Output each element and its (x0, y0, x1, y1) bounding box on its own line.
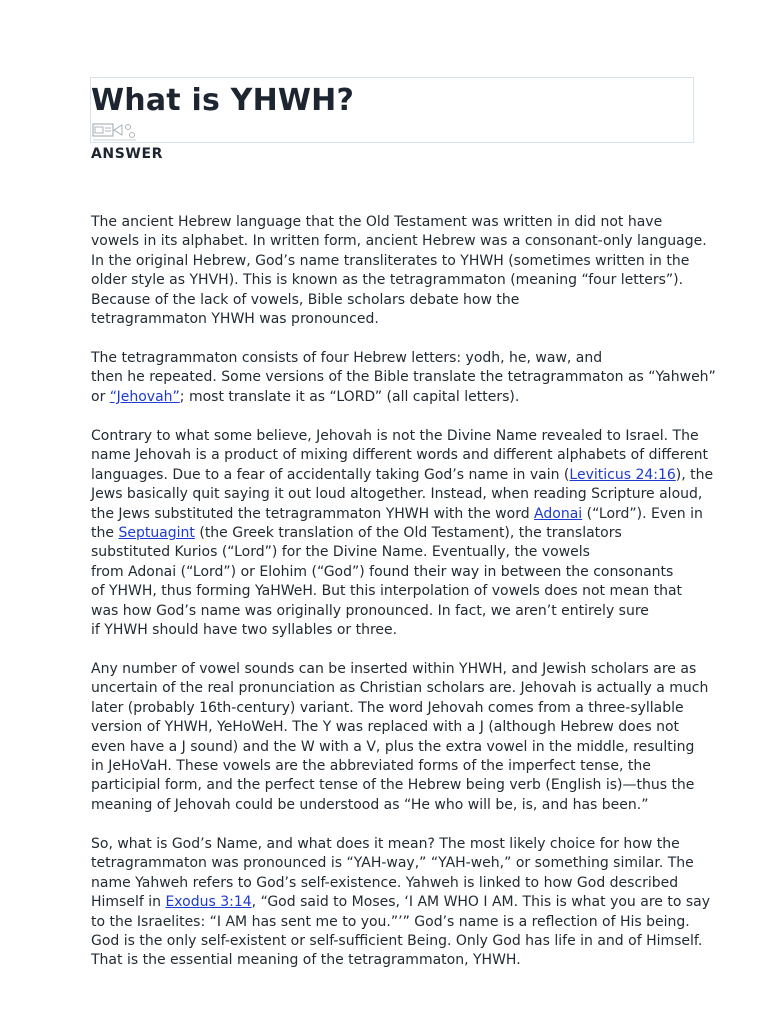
text-line: vowels in its alphabet. In written form, ancient Hebrew was a consonant-only language. (91, 233, 707, 250)
text-line: meaning of Jehovah could be understood as “He who will be, is, and has been.” (91, 796, 649, 813)
text-line: Any number of vowel sounds can be inserted within YHWH, and Jewish scholars are as (91, 661, 697, 677)
paragraph-3 (91, 427, 714, 640)
text-line: Himself in Exodus 3:14, “God said to Moses, ‘I AM WHO I AM. This is what you are to say (91, 894, 711, 911)
text-line: In the original Hebrew, God’s name transliterates to YHWH (sometimes written in the (91, 252, 690, 269)
text-line: if YHWH should have two syllables or three. (91, 622, 398, 639)
text-line: in JeHoVaH. These vowels are the abbreviated forms of the imperfect tense, the (91, 758, 651, 775)
paragraph-5 (91, 835, 711, 971)
jehovah-link[interactable]: “Jehovah” (109, 388, 180, 405)
text-line: from Adonai (“Lord”) or Elohim (“God”) found their way in between the consonants (91, 563, 674, 580)
paragraph-4 (91, 660, 709, 815)
text-line: The ancient Hebrew language that the Old Testament was written in did not have (91, 214, 663, 230)
text-line: substituted Kurios (“Lord”) for the Divine Name. Eventually, the vowels (91, 544, 590, 561)
text-line: tetragrammaton YHWH was pronounced. (91, 311, 379, 328)
text-line: name Yahweh refers to God’s self-existence. Yahweh is linked to how God described (91, 874, 679, 891)
text-line: the Septuagint (the Greek translation of the Old Testament), the translators (91, 525, 622, 542)
text-line: uncertain of the real pronunciation as Christian scholars are. Jehovah is actually a much (91, 680, 709, 697)
text-line: was how God’s name was originally pronounced. In fact, we aren’t entirely sure (91, 602, 649, 619)
page-title: What is YHWH? (91, 83, 355, 118)
text-line: That is the essential meaning of the tetragrammaton, YHWH. (91, 952, 521, 969)
text-line: So, what is God’s Name, and what does it mean? The most likely choice for how the (91, 836, 680, 852)
text-line: languages. Due to a fear of accidentally taking God’s name in vain (Leviticus 24:16), the (91, 466, 714, 483)
paragraph-1 (91, 213, 707, 329)
text-line: tetragrammaton was pronounced is “YAH-way,” “YAH-weh,” or something similar. The (91, 855, 694, 872)
text-line: to the Israelites: “I AM has sent me to you.”’” God’s name is a reflection of His being. (91, 913, 690, 930)
text-line: name Jehovah is a product of mixing different words and different alphabets of different (91, 447, 709, 464)
text-line: older style as YHVH). This is known as the tetragrammaton (meaning “four letters”). (91, 272, 684, 289)
site-logo-icon (92, 121, 138, 143)
text-line: God is the only self-existent or self-sufficient Being. Only God has life in and of Himself. (91, 933, 703, 950)
septuagint-link[interactable]: Septuagint (118, 525, 195, 542)
text-line: then he repeated. Some versions of the Bible translate the tetragrammaton as “Yahweh” (91, 369, 716, 386)
text-line: version of YHWH, YeHoWeH. The Y was replaced with a J (although Hebrew does not (91, 719, 679, 736)
text-line: of YHWH, thus forming YaHWeH. But this interpolation of vowels does not mean that (91, 583, 683, 600)
exodus-link[interactable]: Exodus 3:14 (165, 894, 252, 911)
text-line: even have a J sound) and the W with a V, plus the extra vowel in the middle, resulting (91, 738, 695, 755)
text-line: Because of the lack of vowels, Bible scholars debate how the (91, 291, 520, 308)
leviticus-link[interactable]: Leviticus 24:16 (569, 466, 676, 483)
text-line: Jews basically quit saying it out loud altogether. Instead, when reading Scripture aloud, (91, 486, 703, 503)
text-line: participial form, and the perfect tense of the Hebrew being verb (English is)—thus the (91, 777, 695, 794)
text-line: later (probably 16th-century) variant. The word Jehovah comes from a three-syllable (91, 699, 684, 716)
answer-label: ANSWER (91, 146, 164, 162)
text-line: Contrary to what some believe, Jehovah is not the Divine Name revealed to Israel. The (91, 428, 699, 444)
text-line: The tetragrammaton consists of four Hebrew letters: yodh, he, waw, and (91, 350, 603, 366)
paragraph-2 (91, 349, 716, 407)
adonai-link[interactable]: Adonai (534, 505, 583, 522)
text-line: or “Jehovah”; most translate it as “LORD” (all capital letters). (91, 388, 520, 405)
text-line: the Jews substituted the tetragrammaton YHWH with the word Adonai (“Lord”). Even in (91, 505, 703, 522)
